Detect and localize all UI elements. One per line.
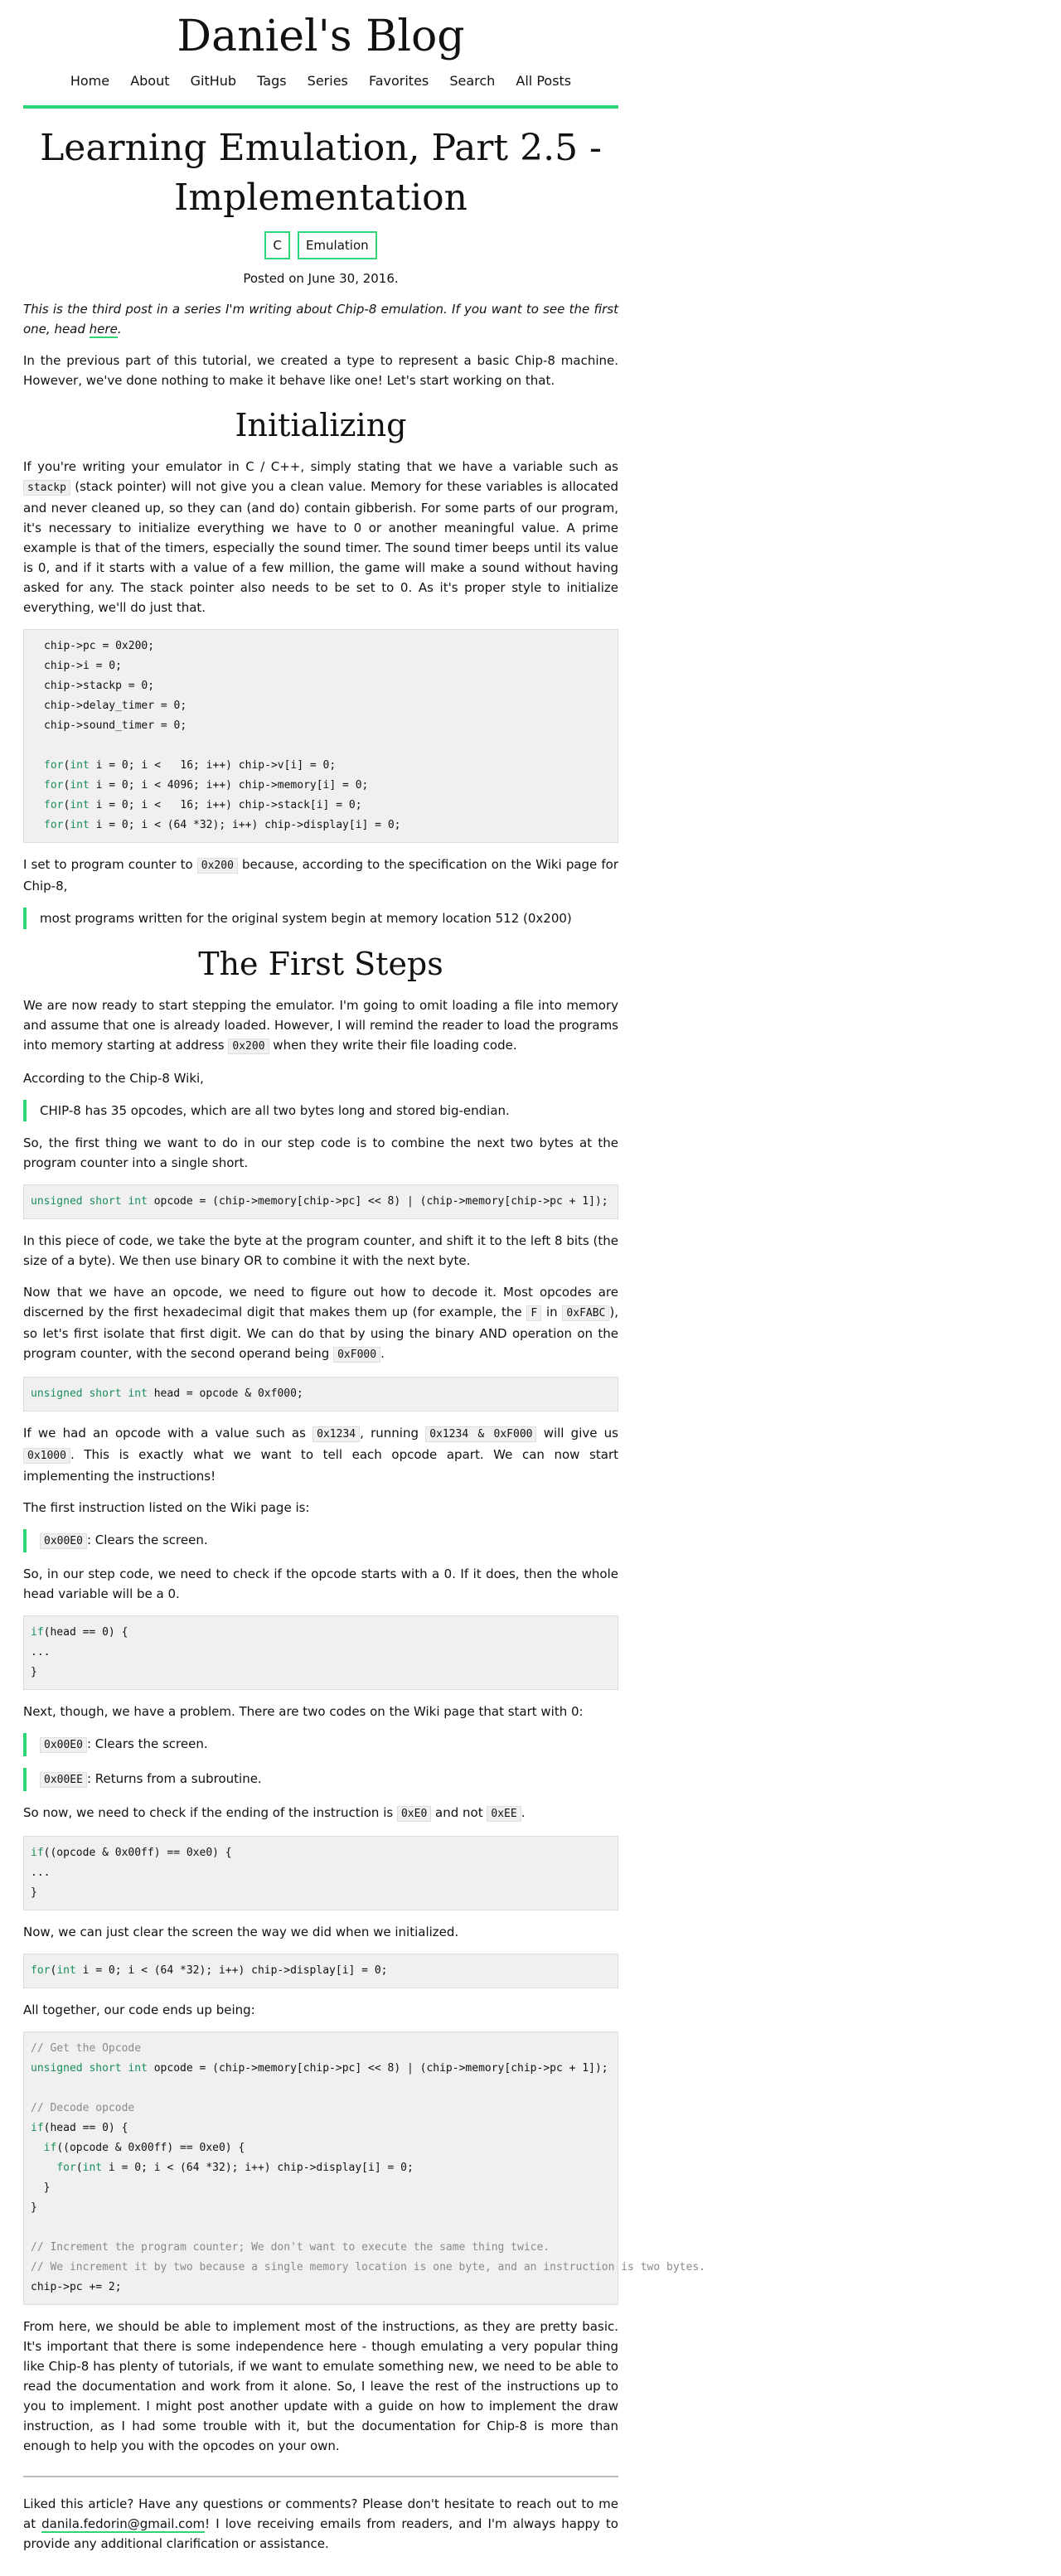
code-block-init: chip->pc = 0x200; chip->i = 0; chip->stackp = 0; chip->delay_timer = 0; chip->sound_timer = 0; for(int i = 0; i < 16; i++) chip->v[i] = 0; for(int i = 0; i < 4096; i++) chip->memory[i] = 0; for(int i = 0; i < 16; i++) chip->stack[i] = 0; for(int i = 0; i < (64 *32); i++) chip->display[i] = 0; [23,629,618,843]
footer-note: Liked this article? Have any questions or comments? Please don't hesitate to reach out to me at danila.fedorin@gmail.com! I love receiving emails from readers, and I'm always happy to provide any additional clarification or assistance. [23,2496,618,2551]
blockquote: most programs written for the original system begin at memory location 512 (0x200) [23,908,618,929]
footer-divider [23,2476,618,2477]
post-body [23,123,705,2554]
inline-code: 0x1234 [312,1426,360,1442]
blockquote: CHIP-8 has 35 opcodes, which are all two bytes long and stored big-endian. [23,1100,618,1121]
paragraph: The first instruction listed on the Wiki page is: [23,1500,310,1515]
post-tags [23,231,618,259]
heading-initializing: Initializing [235,407,407,443]
inline-code: 0x00E0 [40,1737,87,1753]
inline-code: 0x1000 [23,1448,70,1464]
blockquote: 0x00E0 : Clears the screen. [23,1733,618,1756]
paragraph: According to the Chip-8 Wiki, [23,1071,204,1086]
series-intro: This is the third post in a series I'm writing about Chip-8 emulation. If you want to see the first one, head here. [23,302,618,337]
post-date: Posted on June 30, 2016. [243,271,399,286]
inline-code: stackp [23,480,70,496]
paragraph: So, the first thing we want to do in our step code is to combine the next two bytes at the program counter into a single short. [23,1135,618,1170]
nav-tags[interactable]: Tags [257,73,287,89]
paragraph: We are now ready to start stepping the emulator. I'm going to omit loading a file into memory and assume that one is already loaded. However, I will remind the reader to load the programs into memory starting at address 0x200 when they write their file loading code. [23,998,618,1053]
inline-code: 0x00EE [40,1772,87,1788]
tag-c[interactable]: C [264,231,289,259]
code-block-head: unsigned short int head = opcode & 0xf000; [23,1377,618,1411]
code-block-if-head: if(head == 0) { ... } [23,1615,618,1690]
code-block-if-ff: if((opcode & 0x00ff) == 0xe0) { ... } [23,1836,618,1910]
paragraph: Now that we have an opcode, we need to figure out how to decode it. Most opcodes are discerned by the first hexadecimal digit that makes them up (for example, the F in 0xFABC ), so let's first isolate that first digit. We can do that by using the binary AND operation on the program counter, with the second operand being 0xF000 . [23,1285,619,1361]
nav-favorites[interactable]: Favorites [368,73,429,89]
paragraph: So, in our step code, we need to check if the opcode starts with a 0. If it does, then the whole head variable will be a 0. [23,1566,618,1601]
paragraph: So now, we need to check if the ending of the instruction is 0xE0 and not 0xEE . [23,1805,526,1820]
inline-code: F [526,1305,541,1321]
inline-code: 0xEE [487,1806,521,1822]
paragraph: Now, we can just clear the screen the way we did when we initialized. [23,1925,459,1939]
site-nav [23,73,618,89]
site-header [23,0,618,109]
tag-emulation[interactable]: Emulation [298,231,377,259]
paragraph: If we had an opcode with a value such as 0x1234 , running 0x1234 & 0xF000 will give us 0x1000 . This is exactly what we want to tell each opcode apart. We can now start implementing the instructions! [23,1426,618,1484]
paragraph: If you're writing your emulator in C / C++, simply stating that we have a variable such as stackp (stack pointer) will not give you a clean value. Memory for these variables is allocated and never cleaned up, so they can (and do) contain gibberish. For some parts of our program, it's necessary to initialize everything we have to 0 or another meaningful value. A prime example is that of the timers, especially the sound timer. The sound timer beeps until its value is 0, and if it starts with a value of a few million, the game will make a sound without having asked for any. The stack pointer also needs to be set to 0. As it's proper style to initialize everything, we'll do just that. [23,459,618,615]
heading-first-steps: The First Steps [198,946,443,982]
code-block-clear: for(int i = 0; i < (64 *32); i++) chip->display[i] = 0; [23,1954,618,1988]
site-title[interactable]: Daniel's Blog [177,12,465,61]
code-block-full: // Get the Opcode unsigned short int opcode = (chip->memory[chip->pc] << 8) | (chip->memory[chip->pc + 1]); // Decode opcode if(head == 0) { if((opcode & 0x00ff) == 0xe0) { for(int i = 0; i < (64 *32); i++) chip->display[i] = 0; } } // Increment the program counter; We don't want to execute the same thing twice. // We increment it by two because a single memory location is one byte, and an instruction is two bytes. chip->pc += 2; [23,2031,618,2305]
inline-code: 0xE0 [397,1806,431,1822]
inline-code: 0x1234 & 0xF000 [425,1426,536,1442]
email-link[interactable]: danila.fedorin@gmail.com [41,2516,206,2531]
paragraph: All together, our code ends up being: [23,2002,255,2017]
blockquote: 0x00E0 : Clears the screen. [23,1529,618,1552]
series-first-post-link[interactable]: here [89,322,118,337]
nav-home[interactable]: Home [70,73,110,89]
paragraph: In this piece of code, we take the byte at the program counter, and shift it to the left 8 bits (the size of a byte). We then use binary OR to combine it with the next byte. [23,1233,618,1268]
paragraph: Next, though, we have a problem. There are two codes on the Wiki page that start with 0: [23,1704,584,1719]
nav-about[interactable]: About [130,73,170,89]
inline-code: 0x200 [228,1039,269,1054]
header-divider [23,105,618,109]
paragraph: I set to program counter to 0x200 because, according to the specification on the Wiki page for Chip-8, [23,857,618,893]
nav-all-posts[interactable]: All Posts [516,73,572,89]
post-title: Learning Emulation, Part 2.5 - Implementation [40,127,602,219]
nav-series[interactable]: Series [307,73,348,89]
paragraph: From here, we should be able to implement most of the instructions, as they are pretty basic. It's important that there is some independence here - though emulating a very popular thing like Chip-8 has plenty of tutorials, if we want to emulate something new, we need to be able to read the documentation and work from it alone. So, I leave the rest of the instructions up to you to implement. I might post another update with a guide on how to implement the draw instruction, as I had some trouble with it, but the documentation for Chip-8 is more than enough to help you with the opcodes on your own. [23,2319,618,2453]
paragraph: In the previous part of this tutorial, we created a type to represent a basic Chip-8 machine. However, we've done nothing to make it behave like one! Let's start working on that. [23,353,618,388]
code-block-opcode: unsigned short int opcode = (chip->memory[chip->pc] << 8) | (chip->memory[chip->pc + 1]); [23,1184,618,1219]
inline-code: 0x00E0 [40,1533,87,1549]
inline-code: 0x200 [197,858,238,874]
nav-search[interactable]: Search [449,73,496,89]
nav-github[interactable]: GitHub [190,73,237,89]
blockquote: 0x00EE : Returns from a subroutine. [23,1768,618,1791]
inline-code: 0xFABC [562,1305,609,1321]
inline-code: 0xF000 [333,1347,380,1363]
